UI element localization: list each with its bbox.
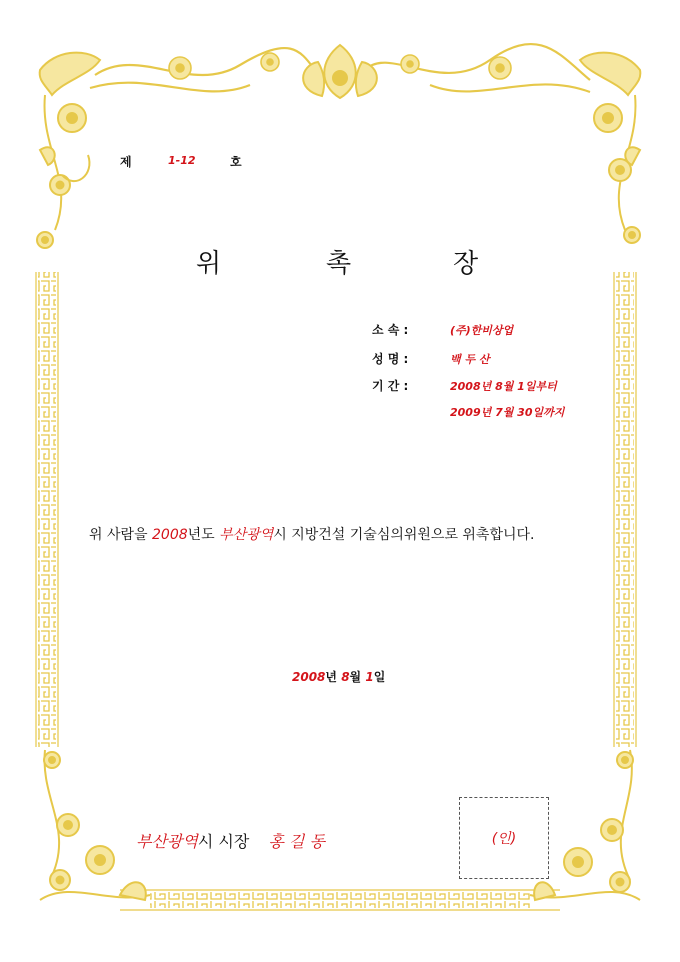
statement-part-2: 년도 [187,527,220,543]
issuer-name: 홍 길 동 [268,832,325,851]
affiliation-label: 소 속 : [372,323,409,337]
doc-number: 1-12 [168,154,196,167]
seal-label: (인) [491,831,517,847]
doc-number-prefix: 제 [120,155,132,169]
issuer-signature [136,829,325,852]
right-meander-strip [614,272,636,747]
top-left-corner-ornament [37,53,100,248]
issue-month: 8 [341,670,350,684]
bottom-left-corner-ornament [40,750,150,900]
issue-year-unit: 년 [325,670,342,684]
statement-city: 부산광역 [219,527,274,543]
issue-day: 1 [365,670,374,684]
issue-year: 2008 [292,670,326,684]
top-right-corner-ornament [580,53,640,243]
appointment-statement [89,524,534,544]
statement-year: 2008 [152,527,188,543]
name-value: 백 두 산 [450,353,490,366]
title-char-1: 위 [196,249,222,279]
top-center-lotus [303,45,377,98]
issuer-title: 시 시장 [197,832,250,851]
doc-number-suffix: 호 [230,155,242,169]
seal-box [459,797,549,879]
statement-part-3: 시 지방건설 기술심의위원으로 위촉합니다. [273,527,535,543]
affiliation-value: (주)한비상업 [450,324,514,337]
title-char-3: 장 [453,249,479,279]
statement-part-1: 위 사람을 [89,527,152,543]
issue-date [292,668,385,685]
issuer-city: 부산광역 [136,832,198,851]
bottom-meander-strip [120,890,560,910]
name-label: 성 명 : [372,352,409,366]
issue-day-unit: 일 [373,670,386,684]
left-meander-strip [36,272,58,747]
period-label: 기 간 : [372,379,409,393]
period-start-value: 2008년 8월 1일부터 [450,380,557,393]
period-end-value: 2009년 7월 30일까지 [450,406,565,419]
title-char-2: 촉 [326,249,352,279]
issue-month-unit: 월 [349,670,366,684]
